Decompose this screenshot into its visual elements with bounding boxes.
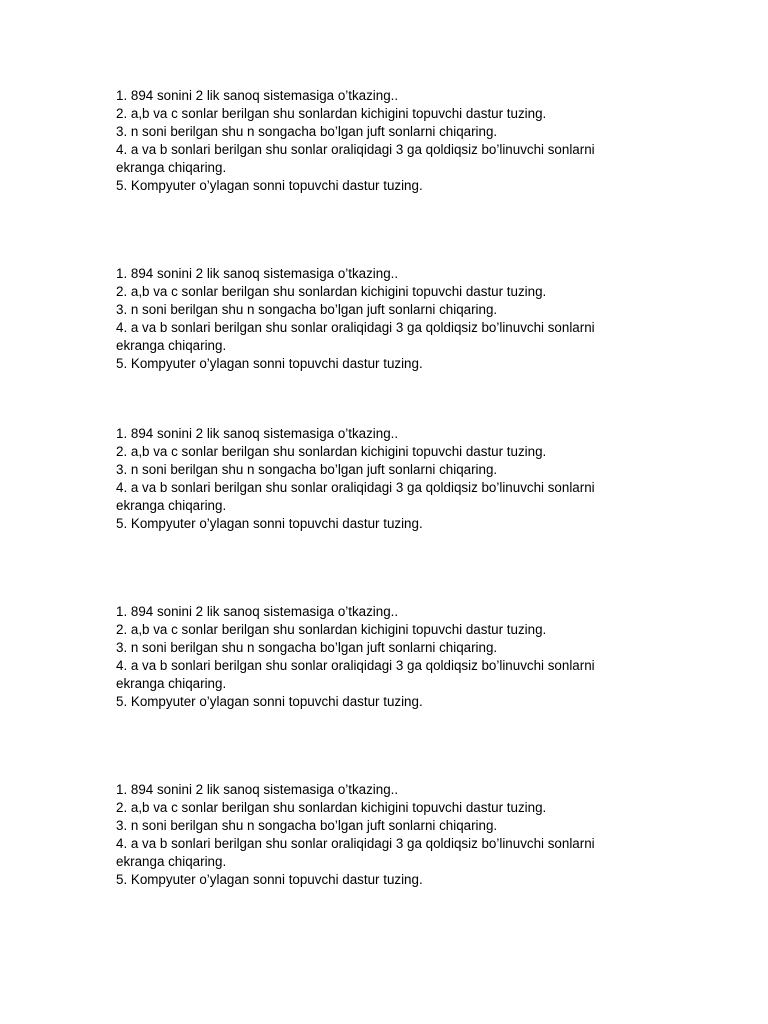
task-5: 5. Kompyuter o’ylagan sonni topuvchi dastur tuzing. <box>116 178 423 193</box>
task-4-line-2: ekranga chiqaring. <box>116 676 227 691</box>
task-4-line-2: ekranga chiqaring. <box>116 498 227 513</box>
task-2: 2. a,b va c sonlar berilgan shu sonlardan kichigini topuvchi dastur tuzing. <box>116 284 547 299</box>
task-block <box>116 425 656 533</box>
task-3: 3. n soni berilgan shu n songacha bo’lgan juft sonlarni chiqaring. <box>116 462 498 477</box>
task-3: 3. n soni berilgan shu n songacha bo’lgan juft sonlarni chiqaring. <box>116 302 498 317</box>
task-5: 5. Kompyuter o’ylagan sonni topuvchi dastur tuzing. <box>116 516 423 531</box>
task-5: 5. Kompyuter o’ylagan sonni topuvchi dastur tuzing. <box>116 356 423 371</box>
task-1: 1. 894 sonini 2 lik sanoq sistemasiga o’tkazing.. <box>116 88 399 103</box>
task-4-line-1: 4. a va b sonlari berilgan shu sonlar oraliqidagi 3 ga qoldiqsiz bo’linuvchi sonlarni <box>116 658 595 673</box>
task-3: 3. n soni berilgan shu n songacha bo’lgan juft sonlarni chiqaring. <box>116 640 498 655</box>
task-3: 3. n soni berilgan shu n songacha bo’lgan juft sonlarni chiqaring. <box>116 818 498 833</box>
task-4-line-1: 4. a va b sonlari berilgan shu sonlar oraliqidagi 3 ga qoldiqsiz bo’linuvchi sonlarni <box>116 480 595 495</box>
task-block <box>116 781 656 889</box>
task-1: 1. 894 sonini 2 lik sanoq sistemasiga o’tkazing.. <box>116 604 399 619</box>
task-block <box>116 603 656 711</box>
task-5: 5. Kompyuter o’ylagan sonni topuvchi dastur tuzing. <box>116 694 423 709</box>
task-4-line-1: 4. a va b sonlari berilgan shu sonlar oraliqidagi 3 ga qoldiqsiz bo’linuvchi sonlarni <box>116 142 595 157</box>
task-1: 1. 894 sonini 2 lik sanoq sistemasiga o’tkazing.. <box>116 426 399 441</box>
task-2: 2. a,b va c sonlar berilgan shu sonlardan kichigini topuvchi dastur tuzing. <box>116 444 547 459</box>
task-2: 2. a,b va c sonlar berilgan shu sonlardan kichigini topuvchi dastur tuzing. <box>116 800 547 815</box>
task-block <box>116 265 656 373</box>
task-1: 1. 894 sonini 2 lik sanoq sistemasiga o’tkazing.. <box>116 266 399 281</box>
task-4-line-2: ekranga chiqaring. <box>116 338 227 353</box>
task-4-line-2: ekranga chiqaring. <box>116 160 227 175</box>
task-2: 2. a,b va c sonlar berilgan shu sonlardan kichigini topuvchi dastur tuzing. <box>116 106 547 121</box>
task-2: 2. a,b va c sonlar berilgan shu sonlardan kichigini topuvchi dastur tuzing. <box>116 622 547 637</box>
task-3: 3. n soni berilgan shu n songacha bo’lgan juft sonlarni chiqaring. <box>116 124 498 139</box>
task-4-line-2: ekranga chiqaring. <box>116 854 227 869</box>
task-block <box>116 87 656 195</box>
task-4-line-1: 4. a va b sonlari berilgan shu sonlar oraliqidagi 3 ga qoldiqsiz bo’linuvchi sonlarni <box>116 836 595 851</box>
task-1: 1. 894 sonini 2 lik sanoq sistemasiga o’tkazing.. <box>116 782 399 797</box>
task-4-line-1: 4. a va b sonlari berilgan shu sonlar oraliqidagi 3 ga qoldiqsiz bo’linuvchi sonlarni <box>116 320 595 335</box>
task-5: 5. Kompyuter o’ylagan sonni topuvchi dastur tuzing. <box>116 872 423 887</box>
